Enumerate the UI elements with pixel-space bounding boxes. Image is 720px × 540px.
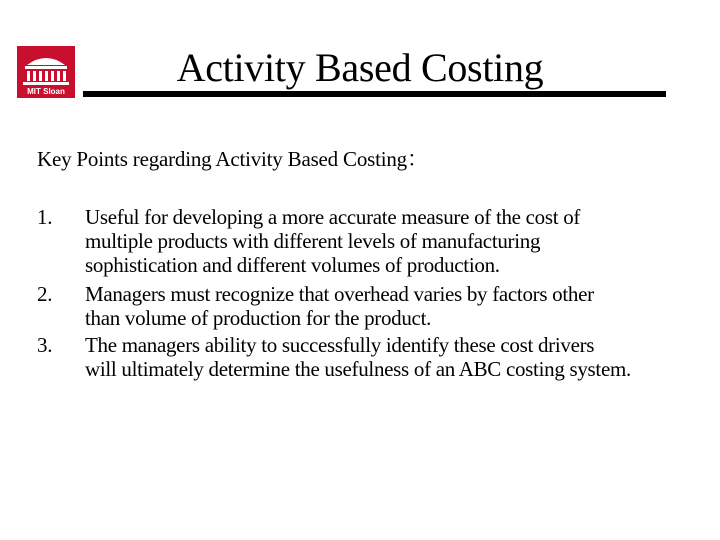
key-point-line: Useful for developing a more accurate measure of the cost of <box>85 205 581 229</box>
intro-text: Key Points regarding Activity Based Costing： <box>37 147 428 171</box>
key-points-list <box>37 205 707 381</box>
key-point-line: multiple products with different levels of manufacturing <box>85 229 541 253</box>
title-underline <box>83 91 666 97</box>
key-point-line: than volume of production for the product. <box>85 306 432 330</box>
key-point-3 <box>37 333 707 381</box>
key-point-text <box>85 205 707 277</box>
key-point-line: Managers must recognize that overhead varies by factors other <box>85 282 594 306</box>
slide-title: Activity Based Costing <box>176 45 544 90</box>
key-point-text <box>85 282 707 330</box>
key-point-line: sophistication and different volumes of production. <box>85 253 500 277</box>
key-point-line: will ultimately determine the usefulness of an ABC costing system. <box>85 357 631 381</box>
key-point-1 <box>37 205 707 277</box>
mit-sloan-logo-icon <box>17 46 75 98</box>
key-point-line: The managers ability to successfully identify these cost drivers <box>85 333 595 357</box>
key-point-number: 3. <box>37 333 53 357</box>
key-point-text <box>85 333 707 381</box>
key-point-number: 2. <box>37 282 53 306</box>
key-point-number: 1. <box>37 205 53 229</box>
key-point-2 <box>37 282 707 330</box>
logo-text: MIT Sloan <box>27 87 65 96</box>
